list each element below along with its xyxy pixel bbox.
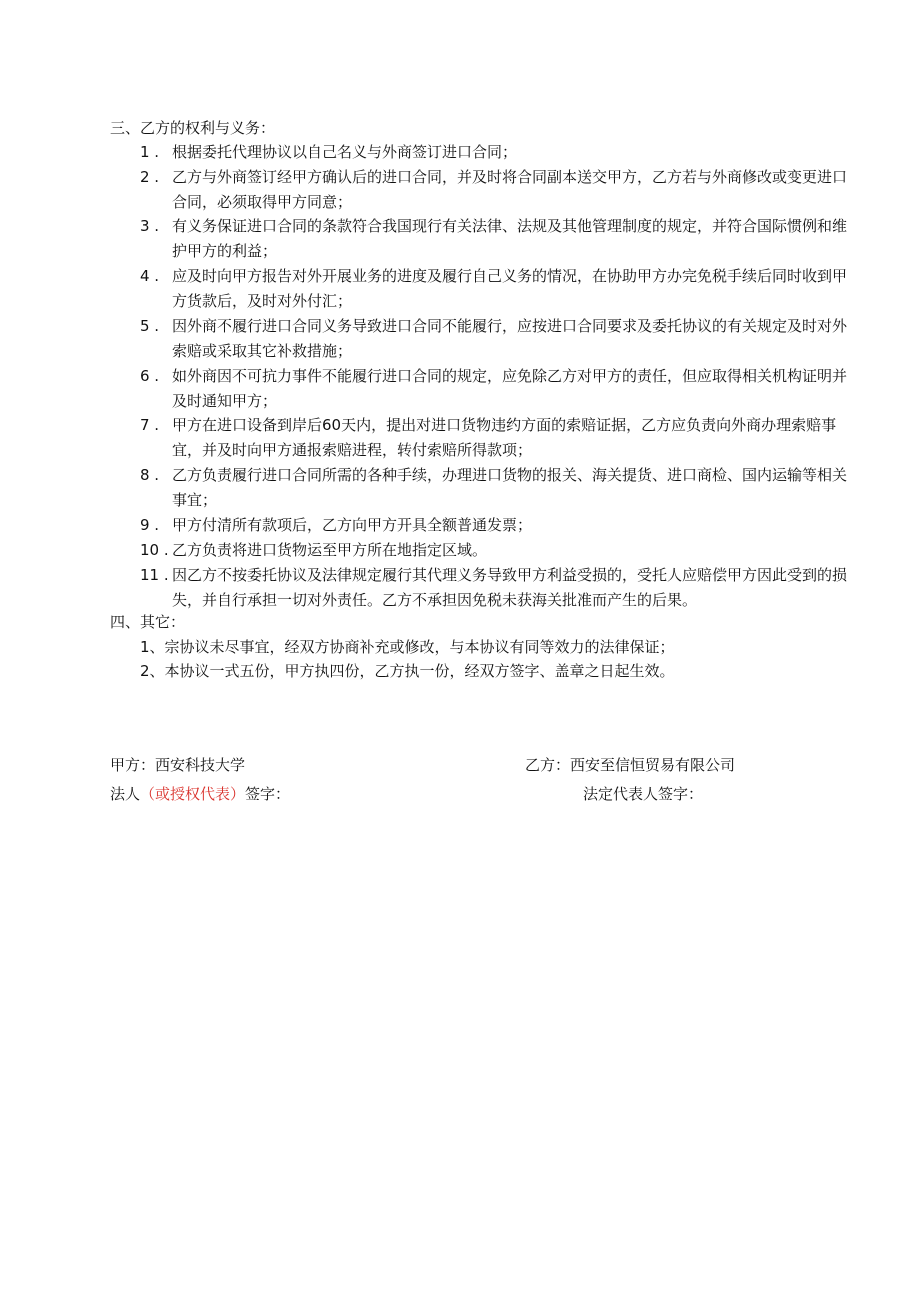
item-text: 因外商不履行进口合同义务导致进口合同不能履行，应按进口合同要求及委托协议的有关规定及时对外索赔或采取其它补救措施； — [172, 317, 848, 360]
item-text: 乙方与外商签订经甲方确认后的进口合同，并及时将合同副本送交甲方，乙方若与外商修改或变更进口合同，必须取得甲方同意； — [172, 168, 848, 211]
item-number: 9 . — [140, 516, 160, 534]
party-a-sign-suffix: 签字： — [245, 785, 291, 803]
party-a-signature-line — [110, 784, 290, 804]
list-item — [140, 264, 856, 314]
item-number: 8 . — [140, 466, 160, 484]
item-text: 如外商因不可抗力事件不能履行进口合同的规定，应免除乙方对甲方的责任，但应取得相关机构证明并及时通知甲方； — [172, 367, 848, 410]
section-4-title: 四、其它： — [110, 613, 186, 631]
item-number: 11 . — [140, 566, 169, 584]
list-item: 2、本协议一式五份，甲方执四份，乙方执一份，经双方签字、盖章之日起生效。 — [140, 662, 675, 680]
party-b-signature-line: 法定代表人签字： — [583, 785, 704, 803]
list-item — [140, 140, 856, 165]
item-text: 乙方负责履行进口合同所需的各种手续，办理进口货物的报关、海关提货、进口商检、国内运输等相关事宜； — [172, 466, 848, 509]
party-a-sign-prefix: 法人 — [110, 785, 141, 803]
item-number: 5 . — [140, 317, 160, 335]
list-item — [140, 413, 856, 463]
list-item — [140, 214, 856, 264]
list-item — [140, 538, 856, 563]
item-text: 因乙方不按委托协议及法律规定履行其代理义务导致甲方利益受损的，受托人应赔偿甲方因此受到的损失，并自行承担一切对外责任。乙方不承担因免税未获海关批准而产生的后果。 — [172, 566, 848, 609]
list-item — [140, 165, 856, 215]
item-number: 10 . — [140, 541, 169, 559]
list-item — [140, 364, 856, 414]
party-a-sign-highlight: （或授权代表） — [140, 785, 246, 803]
item-text: 甲方在进口设备到岸后60天内，提出对进口货物违约方面的索赔证据，乙方应负责向外商办理索赔事宜，并及时向甲方通报索赔进程，转付索赔所得款项； — [172, 416, 837, 459]
item-number: 1 . — [140, 143, 160, 161]
list-item — [140, 513, 856, 538]
party-a-name: 甲方：西安科技大学 — [110, 756, 246, 774]
section-3-title: 三、乙方的权利与义务： — [110, 119, 276, 137]
party-b-name: 乙方：西安至信恒贸易有限公司 — [525, 756, 736, 774]
item-text: 乙方负责将进口货物运至甲方所在地指定区域。 — [172, 541, 488, 559]
list-item — [140, 563, 856, 613]
item-text: 甲方付清所有款项后，乙方向甲方开具全额普通发票； — [172, 516, 533, 534]
list-item: 1、宗协议未尽事宜，经双方协商补充或修改，与本协议有同等效力的法律保证； — [140, 638, 675, 656]
item-text: 应及时向甲方报告对外开展业务的进度及履行自己义务的情况，在协助甲方办完免税手续后同时收到甲方货款后，及时对外付汇； — [172, 267, 848, 310]
item-number: 6 . — [140, 367, 160, 385]
item-number: 2 . — [140, 168, 160, 186]
item-text: 有义务保证进口合同的条款符合我国现行有关法律、法规及其他管理制度的规定，并符合国际惯例和维护甲方的利益； — [172, 217, 848, 260]
list-item — [140, 314, 856, 364]
item-number: 4 . — [140, 267, 160, 285]
item-number: 7 . — [140, 416, 160, 434]
item-number: 3 . — [140, 217, 160, 235]
item-text: 根据委托代理协议以自己名义与外商签订进口合同； — [172, 143, 518, 161]
list-item — [140, 463, 856, 513]
